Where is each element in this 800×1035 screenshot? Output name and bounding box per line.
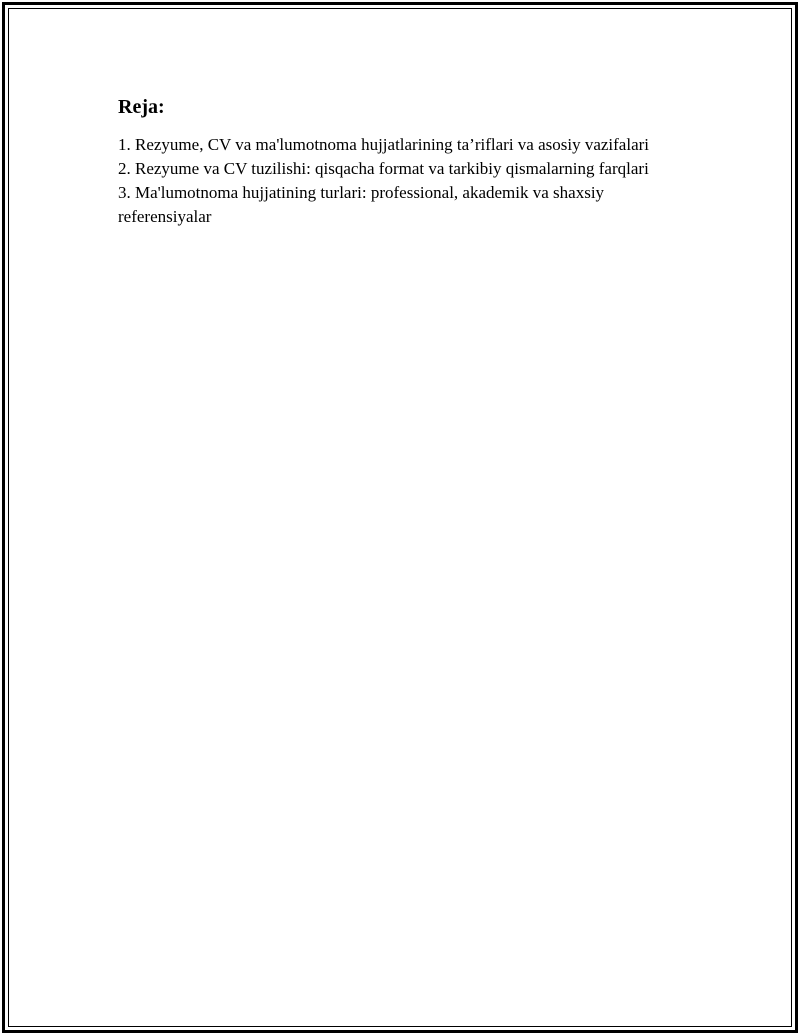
plan-item-1: 1. Rezyume, CV va ma'lumotnoma hujjatlarining ta’riflari va asosiy vazifalari (118, 135, 650, 154)
plan-item-3: 3. Ma'lumotnoma hujjatining turlari: professional, akademik va shaxsiy referensiyalar (118, 183, 605, 226)
plan-list (118, 133, 658, 229)
plan-item-2: 2. Rezyume va CV tuzilishi: qisqacha format va tarkibiy qismalarning farqlari (118, 159, 649, 178)
plan-heading: Reja: (118, 96, 165, 118)
document-content (118, 95, 658, 229)
